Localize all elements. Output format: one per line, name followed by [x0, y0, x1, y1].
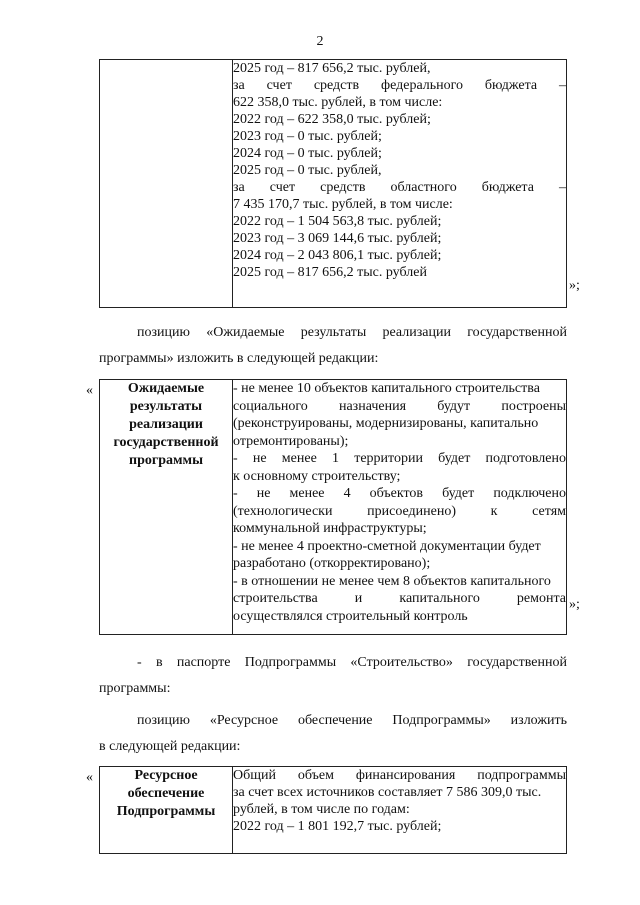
paragraph-line: программы» изложить в следующей редакции: [99, 351, 379, 366]
opening-quote: « [86, 383, 93, 398]
table-line: Общий объем финансирования подпрограммы [233, 768, 566, 783]
table-line: (технологически присоединено) к сетям [233, 503, 566, 519]
table-line: - не менее 10 объектов капитального строительства [233, 381, 540, 396]
table-line: за счет средств федерального бюджета – [233, 78, 566, 93]
table-line: 7 435 170,7 тыс. рублей, в том числе: [233, 197, 453, 212]
heading-line: Ресурсное [134, 768, 198, 783]
heading-line: Подпрограммы [116, 804, 216, 819]
table-line: 2022 год – 1 801 192,7 тыс. рублей; [233, 819, 442, 834]
table-line: за счет всех источников составляет 7 586 309,0 тыс. [233, 785, 542, 800]
table-line: - в отношении не менее чем 8 объектов капитального [233, 573, 551, 589]
heading-line: реализации [129, 417, 203, 432]
heading-line: обеспечение [127, 786, 205, 801]
table-line: 2025 год – 817 656,2 тыс. рублей, [233, 61, 431, 76]
expected-results-table [99, 379, 567, 635]
table-heading-cell [100, 767, 233, 854]
table-line: отремонтированы); [233, 433, 349, 449]
closing-quote: »; [569, 597, 580, 612]
heading-line: программы [129, 453, 203, 468]
table-line: коммунальной инфраструктуры; [233, 521, 427, 536]
table-line: (реконструированы, модернизированы, капитально [233, 416, 539, 431]
table-value-cell [233, 767, 567, 854]
table-line: разработано (откорректировано); [233, 556, 431, 571]
table-value-cell [233, 60, 567, 308]
instruction-paragraph [99, 320, 567, 372]
heading-line: результаты [129, 399, 203, 414]
table-line: строительства и капитального ремонта [233, 591, 566, 606]
resource-table-continuation [99, 59, 567, 308]
heading-line: государственной [113, 435, 219, 450]
resource-provision-table [99, 766, 567, 854]
table-line: 2025 год – 0 тыс. рублей, [233, 163, 382, 178]
table-line: к основному строительству; [233, 468, 401, 484]
table-line: 2022 год – 1 504 563,8 тыс. рублей; [233, 214, 442, 229]
table-line: 2025 год – 817 656,2 тыс. рублей [233, 265, 427, 280]
table-value-cell [233, 380, 567, 635]
table-line: - не менее 4 проектно-сметной документации будет [233, 538, 541, 554]
paragraph-line: в следующей редакции: [99, 739, 241, 754]
table-line: 2023 год – 0 тыс. рублей; [233, 129, 382, 144]
heading-line: Ожидаемые [127, 381, 205, 396]
instruction-paragraph [99, 650, 567, 702]
table-line: социального назначения будут построены [233, 398, 566, 414]
page-number: 2 [316, 34, 324, 49]
paragraph-line: позицию «Ожидаемые результаты реализации государственной [137, 325, 567, 340]
paragraph-line: позицию «Ресурсное обеспечение Подпрограммы» изложить [137, 713, 567, 728]
instruction-paragraph [99, 708, 567, 760]
table-line: рублей, в том числе по годам: [233, 802, 410, 817]
table-line: 2024 год – 2 043 806,1 тыс. рублей; [233, 248, 442, 263]
paragraph-line: - в паспорте Подпрограммы «Строительство» государственной [137, 655, 567, 670]
table-line: - не менее 1 территории будет подготовлено [233, 451, 566, 466]
table-line: 622 358,0 тыс. рублей, в том числе: [233, 95, 443, 110]
paragraph-line: программы: [99, 681, 171, 696]
opening-quote: « [86, 770, 93, 785]
table-label-cell-empty [100, 60, 233, 308]
table-line: - не менее 4 объектов будет подключено [233, 486, 566, 501]
table-line: 2023 год – 3 069 144,6 тыс. рублей; [233, 231, 442, 246]
table-line: осуществлялся строительный контроль [233, 608, 468, 624]
table-heading-cell [100, 380, 233, 635]
table-line: 2024 год – 0 тыс. рублей; [233, 146, 382, 161]
table-line: за счет средств областного бюджета – [233, 180, 566, 195]
closing-quote: »; [569, 278, 580, 293]
table-line: 2022 год – 622 358,0 тыс. рублей; [233, 112, 431, 127]
